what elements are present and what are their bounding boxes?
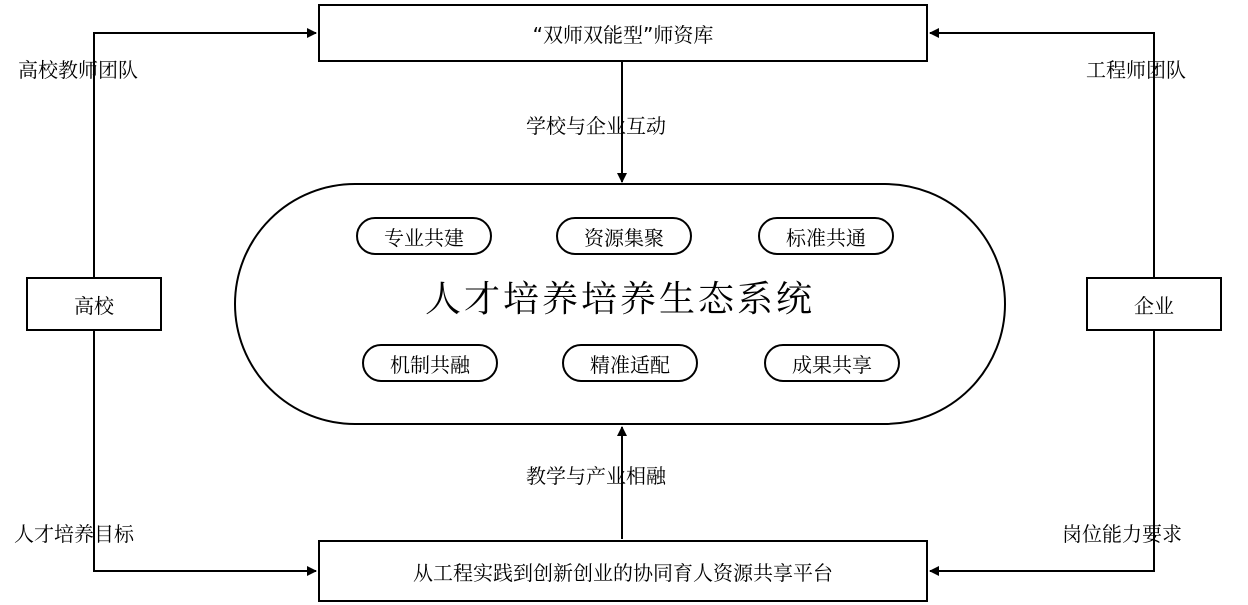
pill-achievement-sharing: 成果共享 [764,344,900,382]
label-job-competency-requirements: 岗位能力要求 [1062,522,1182,546]
teacher-pool-label: “双师双能型”师资库 [532,22,714,47]
enterprise-box [1086,277,1222,331]
pill-mechanism-integration: 机制共融 [362,344,498,382]
label-engineer-team: 工程师团队 [1086,58,1186,82]
label-university-teacher-team: 高校教师团队 [18,58,138,82]
university-label: 高校 [74,293,114,318]
pill-resource-aggregation: 资源集聚 [556,217,692,255]
label-teaching-industry-integration: 教学与产业相融 [526,464,666,488]
label-talent-training-goal: 人才培养目标 [14,522,134,546]
pill-standard-sharing: 标准共通 [758,217,894,255]
university-box [26,277,162,331]
pill-precise-matching: 精准适配 [562,344,698,382]
label-school-enterprise-interaction: 学校与企业互动 [526,114,666,138]
ecosystem-title: 人才培养培养生态系统 [424,279,815,320]
resource-platform-box [318,540,928,602]
resource-platform-label: 从工程实践到创新创业的协同育人资源共享平台 [413,560,833,585]
teacher-pool-box [318,4,928,62]
pill-specialty-co-construction: 专业共建 [356,217,492,255]
enterprise-label: 企业 [1134,293,1174,318]
